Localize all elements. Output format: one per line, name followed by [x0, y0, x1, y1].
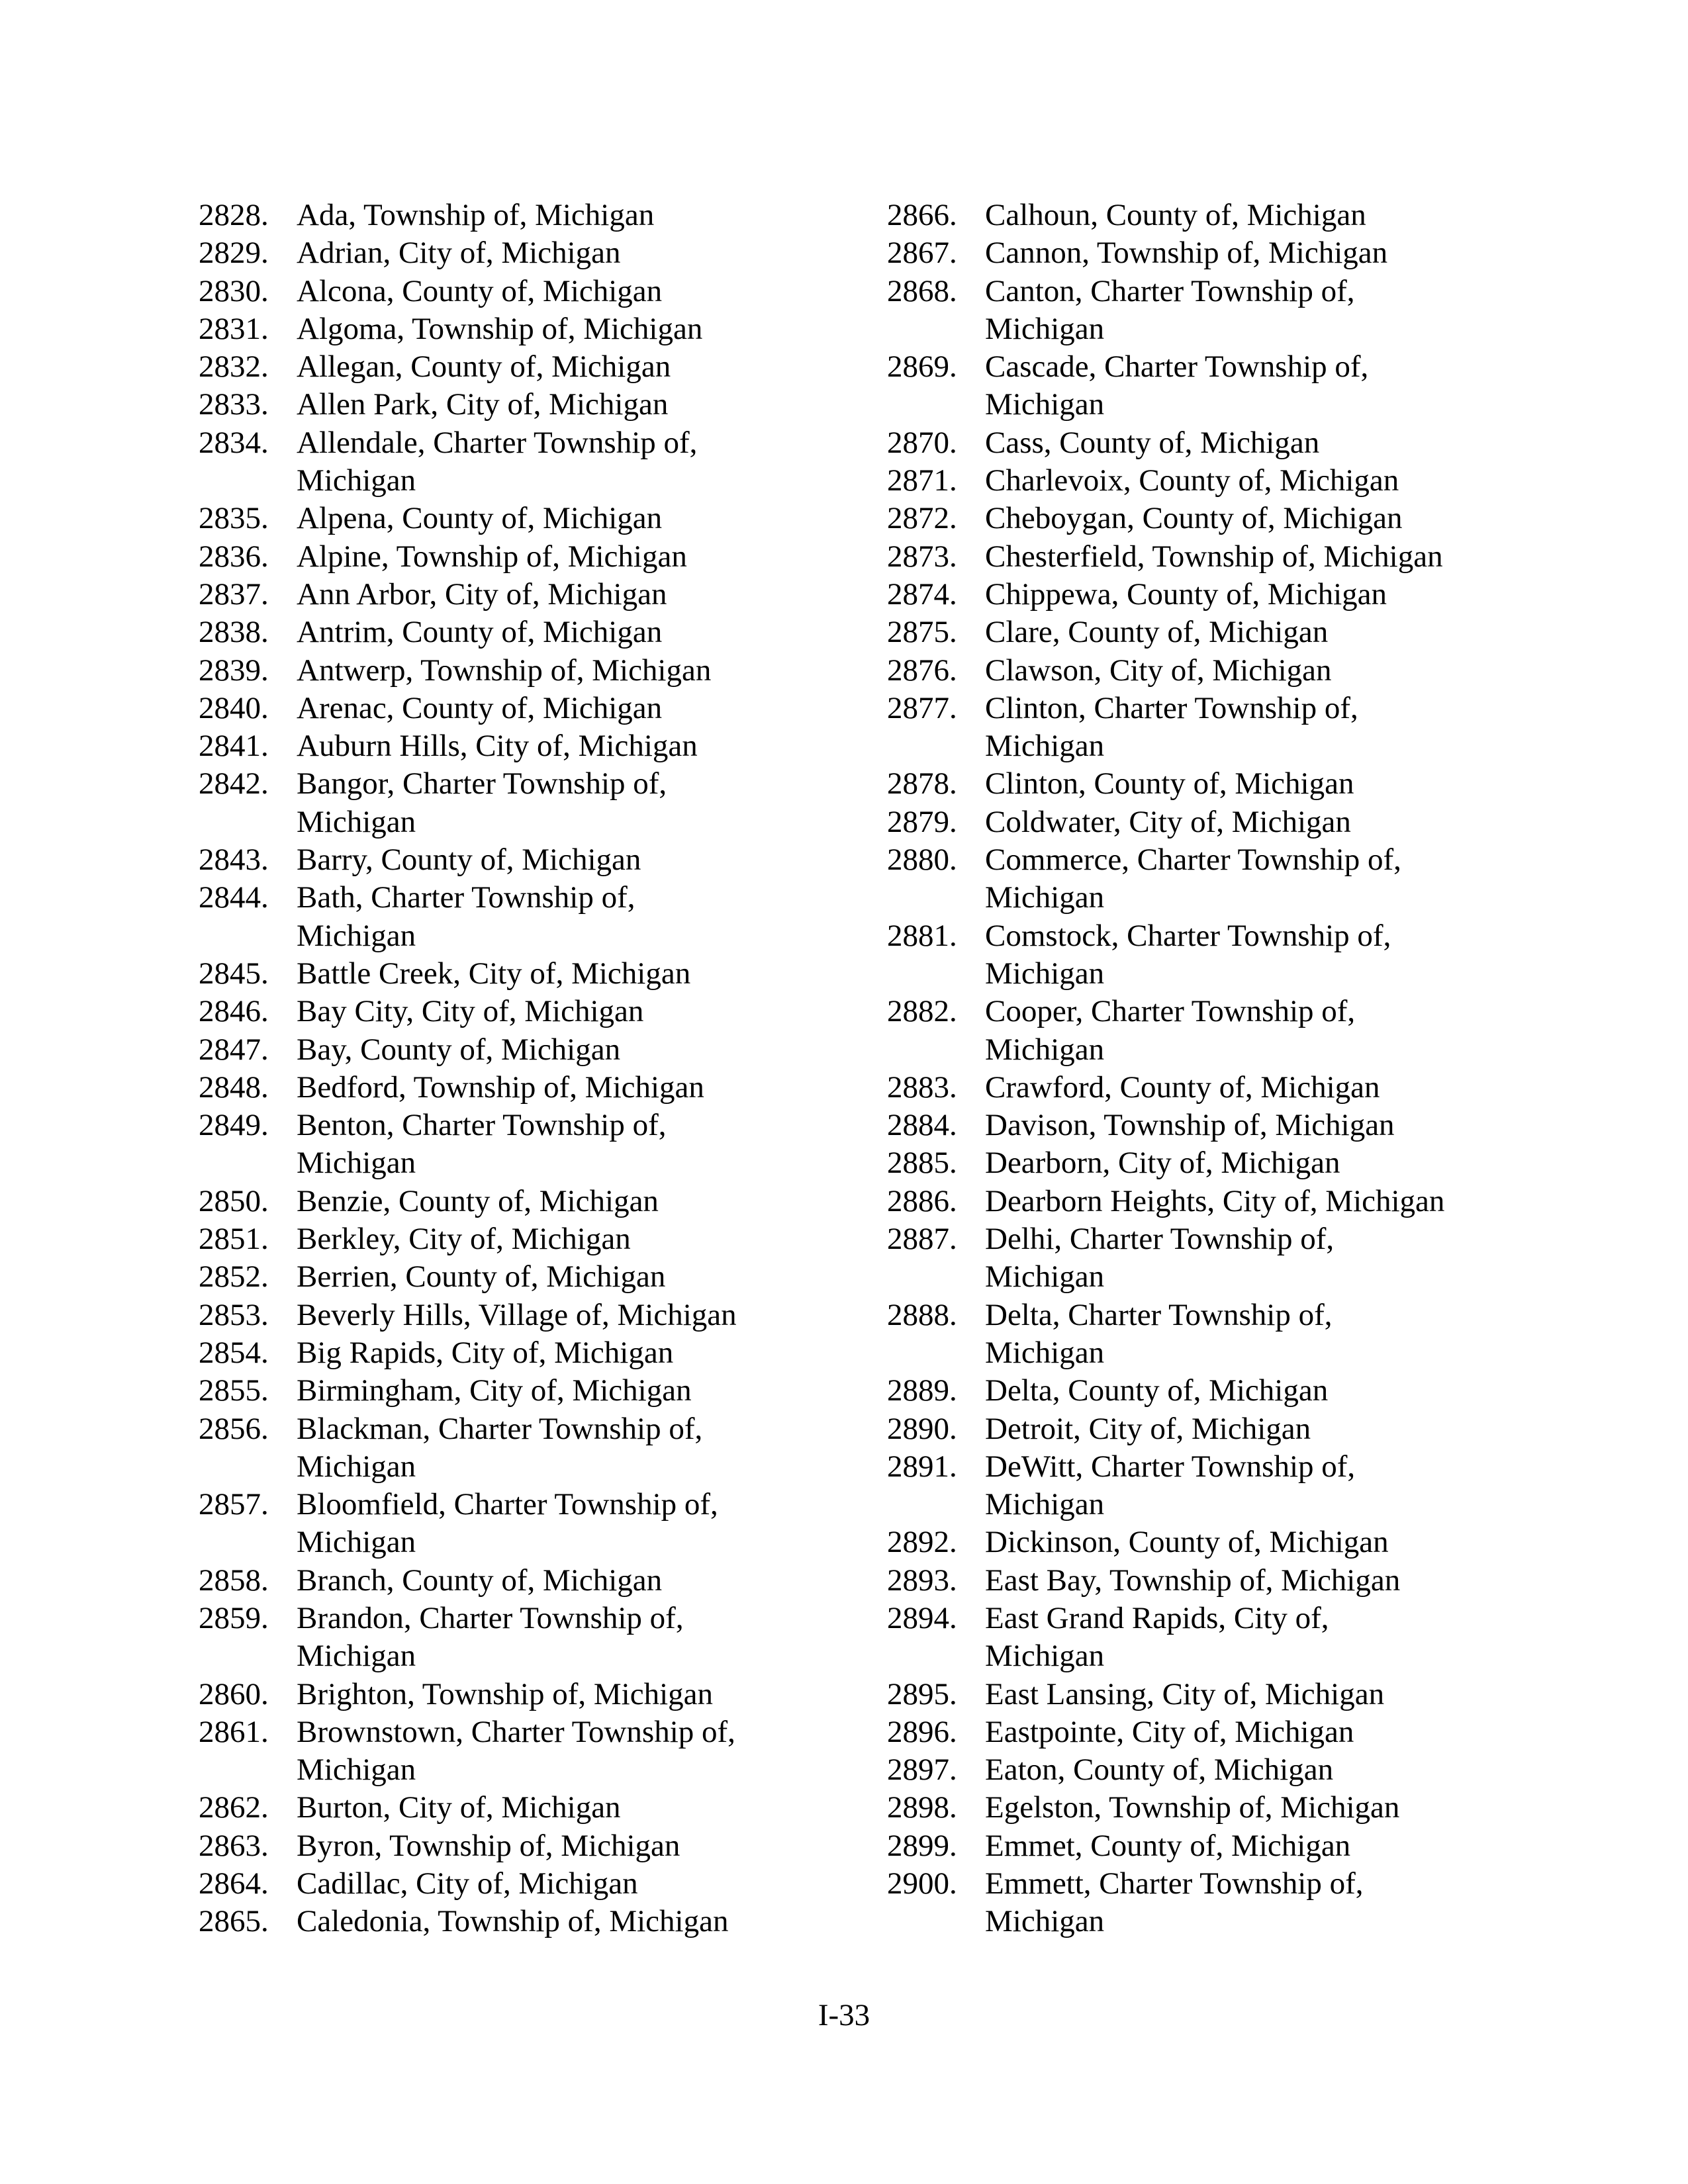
entry-name: Davison, Township of, Michigan	[985, 1108, 1395, 1143]
list-item	[887, 1220, 1523, 1297]
list-item	[199, 1220, 834, 1258]
entry-name: Cannon, Township of, Michigan	[985, 236, 1388, 271]
entry-name: Dearborn, City of, Michigan	[985, 1146, 1340, 1181]
list-item	[887, 1524, 1523, 1561]
list-item	[199, 1562, 834, 1600]
list-item	[199, 690, 834, 727]
entry-name: East Grand Rapids, City of, Michigan	[985, 1600, 1329, 1674]
entry-name: Battle Creek, City of, Michigan	[297, 956, 691, 991]
entry-name: Arenac, County of, Michigan	[297, 690, 663, 725]
entry-number: 2832.	[199, 349, 269, 385]
list-item	[887, 1069, 1523, 1107]
list-item	[199, 1334, 834, 1372]
entry-number: 2831.	[199, 311, 269, 346]
entry-name: Crawford, County of, Michigan	[985, 1069, 1380, 1105]
entry-name: Eaton, County of, Michigan	[985, 1752, 1334, 1788]
entry-name: Brandon, Charter Township of, Michigan	[297, 1600, 684, 1674]
list-item	[199, 1789, 834, 1827]
entry-number: 2891.	[887, 1449, 957, 1484]
list-item	[887, 538, 1523, 576]
list-item	[199, 500, 834, 537]
entry-number: 2866.	[887, 198, 957, 232]
list-item	[887, 690, 1523, 766]
list-item	[887, 614, 1523, 651]
entry-number: 2833.	[199, 387, 269, 422]
entry-number: 2877.	[887, 690, 957, 725]
left-column	[199, 197, 834, 1941]
entry-number: 2880.	[887, 842, 957, 878]
entry-name: Antrim, County of, Michigan	[297, 615, 663, 650]
list-item	[887, 1865, 1523, 1941]
entry-name: Dearborn Heights, City of, Michigan	[985, 1183, 1445, 1218]
entry-name: Clinton, County of, Michigan	[985, 766, 1354, 801]
entry-number: 2853.	[199, 1297, 269, 1332]
page-number: I-33	[818, 1998, 870, 2032]
entry-name: Algoma, Township of, Michigan	[297, 311, 703, 346]
entry-number: 2874.	[887, 576, 957, 612]
entry-name: Berkley, City of, Michigan	[297, 1222, 631, 1257]
entry-number: 2847.	[199, 1032, 269, 1067]
entry-name: Clawson, City of, Michigan	[985, 653, 1332, 688]
entry-number: 2839.	[199, 653, 269, 688]
entry-name: Chesterfield, Township of, Michigan	[985, 539, 1443, 574]
entry-number: 2864.	[199, 1866, 269, 1901]
entry-number: 2829.	[199, 236, 269, 271]
list-item	[887, 1410, 1523, 1448]
entry-number: 2843.	[199, 842, 269, 878]
list-item	[887, 1789, 1523, 1827]
entry-name: Bay City, City of, Michigan	[297, 994, 644, 1029]
entry-number: 2845.	[199, 956, 269, 991]
entry-name: Clare, County of, Michigan	[985, 615, 1329, 650]
entry-number: 2898.	[887, 1790, 957, 1825]
list-item	[199, 879, 834, 955]
list-item	[199, 1410, 834, 1486]
list-item	[199, 1031, 834, 1069]
entry-number: 2867.	[887, 236, 957, 271]
entry-name: Egelston, Township of, Michigan	[985, 1790, 1400, 1825]
entry-number: 2878.	[887, 766, 957, 801]
entry-name: Emmet, County of, Michigan	[985, 1828, 1351, 1863]
entry-name: DeWitt, Charter Township of, Michigan	[985, 1449, 1356, 1522]
entry-number: 2869.	[887, 349, 957, 385]
entry-name: Benton, Charter Township of, Michigan	[297, 1108, 667, 1181]
entry-number: 2876.	[887, 653, 957, 688]
list-item	[199, 1713, 834, 1790]
entry-name: Barry, County of, Michigan	[297, 842, 641, 878]
entry-number: 2884.	[887, 1108, 957, 1143]
entry-name: Adrian, City of, Michigan	[297, 236, 621, 271]
entry-number: 2848.	[199, 1069, 269, 1105]
entry-name: Alpena, County of, Michigan	[297, 501, 663, 536]
entry-name: Alpine, Township of, Michigan	[297, 539, 687, 574]
entry-number: 2863.	[199, 1828, 269, 1863]
list-item	[199, 1297, 834, 1334]
list-item	[887, 1713, 1523, 1751]
entry-name: Benzie, County of, Michigan	[297, 1183, 659, 1218]
entry-number: 2872.	[887, 501, 957, 536]
list-item	[199, 424, 834, 500]
entry-name: Cass, County of, Michigan	[985, 425, 1320, 460]
entry-name: Charlevoix, County of, Michigan	[985, 463, 1399, 498]
entry-number: 2834.	[199, 425, 269, 460]
list-item	[887, 462, 1523, 500]
list-item	[887, 348, 1523, 424]
list-item	[199, 841, 834, 879]
entry-name: East Lansing, City of, Michigan	[985, 1676, 1385, 1711]
entry-number: 2835.	[199, 501, 269, 536]
entry-name: Brighton, Township of, Michigan	[297, 1676, 714, 1711]
list-item	[199, 727, 834, 765]
entry-number: 2890.	[887, 1411, 957, 1446]
entry-number: 2830.	[199, 273, 269, 308]
list-item	[199, 1676, 834, 1713]
entry-number: 2860.	[199, 1676, 269, 1711]
entry-name: Calhoun, County of, Michigan	[985, 198, 1366, 232]
entry-number: 2859.	[199, 1600, 269, 1635]
entry-number: 2851.	[199, 1222, 269, 1257]
entry-number: 2886.	[887, 1183, 957, 1218]
entry-number: 2868.	[887, 273, 957, 308]
entry-number: 2889.	[887, 1373, 957, 1408]
entry-name: Delta, Charter Township of, Michigan	[985, 1297, 1333, 1370]
right-column	[887, 197, 1523, 1941]
entry-name: Eastpointe, City of, Michigan	[985, 1714, 1354, 1749]
list-item	[199, 1183, 834, 1220]
list-item	[199, 234, 834, 272]
entry-number: 2857.	[199, 1487, 269, 1522]
list-item	[199, 1258, 834, 1296]
list-item	[199, 576, 834, 614]
entry-name: Byron, Township of, Michigan	[297, 1828, 680, 1863]
entry-number: 2873.	[887, 539, 957, 574]
entry-number: 2893.	[887, 1563, 957, 1598]
entry-number: 2855.	[199, 1373, 269, 1408]
entry-name: Bay, County of, Michigan	[297, 1032, 621, 1067]
entry-name: Clinton, Charter Township of, Michigan	[985, 690, 1358, 764]
entry-number: 2885.	[887, 1146, 957, 1181]
entry-name: Alcona, County of, Michigan	[297, 273, 663, 308]
list-item	[199, 993, 834, 1030]
list-item	[887, 1448, 1523, 1524]
entry-name: Dickinson, County of, Michigan	[985, 1525, 1389, 1560]
entry-number: 2862.	[199, 1790, 269, 1825]
list-item	[199, 1486, 834, 1562]
list-item	[887, 197, 1523, 234]
entry-name: Detroit, City of, Michigan	[985, 1411, 1311, 1446]
entry-name: Chippewa, County of, Michigan	[985, 576, 1387, 612]
list-item	[887, 1600, 1523, 1676]
entry-number: 2837.	[199, 576, 269, 612]
list-item	[887, 1751, 1523, 1789]
list-item	[199, 1865, 834, 1903]
entry-number: 2899.	[887, 1828, 957, 1863]
entry-number: 2842.	[199, 766, 269, 801]
entry-name: Comstock, Charter Township of, Michigan	[985, 918, 1391, 991]
entry-number: 2888.	[887, 1297, 957, 1332]
list-item	[199, 1600, 834, 1676]
entry-name: Cheboygan, County of, Michigan	[985, 501, 1403, 536]
entry-name: Bloomfield, Charter Township of, Michigan	[297, 1487, 718, 1560]
entry-name: Cadillac, City of, Michigan	[297, 1866, 638, 1901]
entry-name: Blackman, Charter Township of, Michigan	[297, 1411, 703, 1484]
entry-name: Big Rapids, City of, Michigan	[297, 1335, 674, 1370]
entry-number: 2887.	[887, 1222, 957, 1257]
list-item	[199, 197, 834, 234]
list-item	[199, 273, 834, 310]
list-item	[199, 614, 834, 651]
list-item	[199, 652, 834, 690]
list-item	[887, 1372, 1523, 1410]
entry-number: 2840.	[199, 690, 269, 725]
entry-number: 2865.	[199, 1904, 269, 1939]
entry-name: Ann Arbor, City of, Michigan	[297, 576, 667, 612]
entry-name: Bedford, Township of, Michigan	[297, 1069, 704, 1105]
entry-name: Allen Park, City of, Michigan	[297, 387, 669, 422]
entry-name: Cooper, Charter Township of, Michigan	[985, 994, 1356, 1067]
entry-number: 2852.	[199, 1259, 269, 1295]
entry-name: Delta, County of, Michigan	[985, 1373, 1329, 1408]
entry-number: 2828.	[199, 198, 269, 232]
entry-name: Bangor, Charter Township of, Michigan	[297, 766, 667, 839]
list-item	[887, 1183, 1523, 1220]
list-item	[887, 500, 1523, 537]
list-item	[887, 576, 1523, 614]
entry-number: 2861.	[199, 1714, 269, 1749]
list-item	[887, 1144, 1523, 1182]
entry-number: 2882.	[887, 994, 957, 1029]
entry-number: 2875.	[887, 615, 957, 650]
list-item	[887, 273, 1523, 349]
entry-name: Coldwater, City of, Michigan	[985, 804, 1351, 839]
entry-number: 2894.	[887, 1600, 957, 1635]
entry-number: 2856.	[199, 1411, 269, 1446]
entry-name: Allendale, Charter Township of, Michigan	[297, 425, 698, 498]
list-item	[199, 310, 834, 348]
entry-name: Brownstown, Charter Township of, Michigan	[297, 1714, 735, 1788]
entry-number: 2897.	[887, 1752, 957, 1788]
entry-name: Branch, County of, Michigan	[297, 1563, 663, 1598]
entry-name: Beverly Hills, Village of, Michigan	[297, 1297, 737, 1332]
entry-name: Allegan, County of, Michigan	[297, 349, 671, 385]
list-item	[887, 803, 1523, 841]
list-item	[199, 1903, 834, 1940]
list-item	[199, 1372, 834, 1410]
entry-name: Cascade, Charter Township of, Michigan	[985, 349, 1369, 422]
entry-number: 2854.	[199, 1335, 269, 1370]
entry-number: 2838.	[199, 615, 269, 650]
list-item	[887, 765, 1523, 803]
entry-name: Bath, Charter Township of, Michigan	[297, 880, 635, 953]
entry-name: Burton, City of, Michigan	[297, 1790, 621, 1825]
list-item	[199, 765, 834, 841]
list-item	[887, 841, 1523, 917]
entry-name: Ada, Township of, Michigan	[297, 198, 655, 232]
list-item	[887, 234, 1523, 272]
list-item	[887, 424, 1523, 462]
entry-name: Commerce, Charter Township of, Michigan	[985, 842, 1401, 915]
list-item	[887, 652, 1523, 690]
list-item	[199, 1827, 834, 1865]
entry-name: Emmett, Charter Township of, Michigan	[985, 1866, 1364, 1939]
list-item	[887, 1107, 1523, 1144]
entry-number: 2892.	[887, 1525, 957, 1560]
entry-number: 2850.	[199, 1183, 269, 1218]
entry-number: 2900.	[887, 1866, 957, 1901]
entry-number: 2896.	[887, 1714, 957, 1749]
entry-number: 2883.	[887, 1069, 957, 1105]
list-item	[199, 348, 834, 386]
entry-name: Delhi, Charter Township of, Michigan	[985, 1222, 1335, 1295]
entry-number: 2870.	[887, 425, 957, 460]
entry-name: Canton, Charter Township of, Michigan	[985, 273, 1355, 346]
entry-name: Antwerp, Township of, Michigan	[297, 653, 712, 688]
entry-number: 2836.	[199, 539, 269, 574]
entry-number: 2881.	[887, 918, 957, 953]
entry-number: 2871.	[887, 463, 957, 498]
list-item	[887, 1562, 1523, 1600]
entry-number: 2841.	[199, 729, 269, 764]
entry-number: 2895.	[887, 1676, 957, 1711]
list-item	[887, 1297, 1523, 1373]
list-item	[887, 1827, 1523, 1865]
entry-number: 2858.	[199, 1563, 269, 1598]
list-item	[887, 993, 1523, 1069]
list-item	[199, 1107, 834, 1183]
entry-name: Auburn Hills, City of, Michigan	[297, 729, 698, 764]
entry-number: 2879.	[887, 804, 957, 839]
entry-name: Caledonia, Township of, Michigan	[297, 1904, 729, 1939]
entry-name: East Bay, Township of, Michigan	[985, 1563, 1401, 1598]
entry-name: Birmingham, City of, Michigan	[297, 1373, 692, 1408]
list-item	[199, 386, 834, 424]
entry-number: 2844.	[199, 880, 269, 915]
list-item	[199, 1069, 834, 1107]
entry-name: Berrien, County of, Michigan	[297, 1259, 666, 1295]
entry-number: 2846.	[199, 994, 269, 1029]
list-item	[199, 955, 834, 993]
list-item	[887, 917, 1523, 993]
list-item	[199, 538, 834, 576]
list-item	[887, 1676, 1523, 1713]
entry-number: 2849.	[199, 1108, 269, 1143]
